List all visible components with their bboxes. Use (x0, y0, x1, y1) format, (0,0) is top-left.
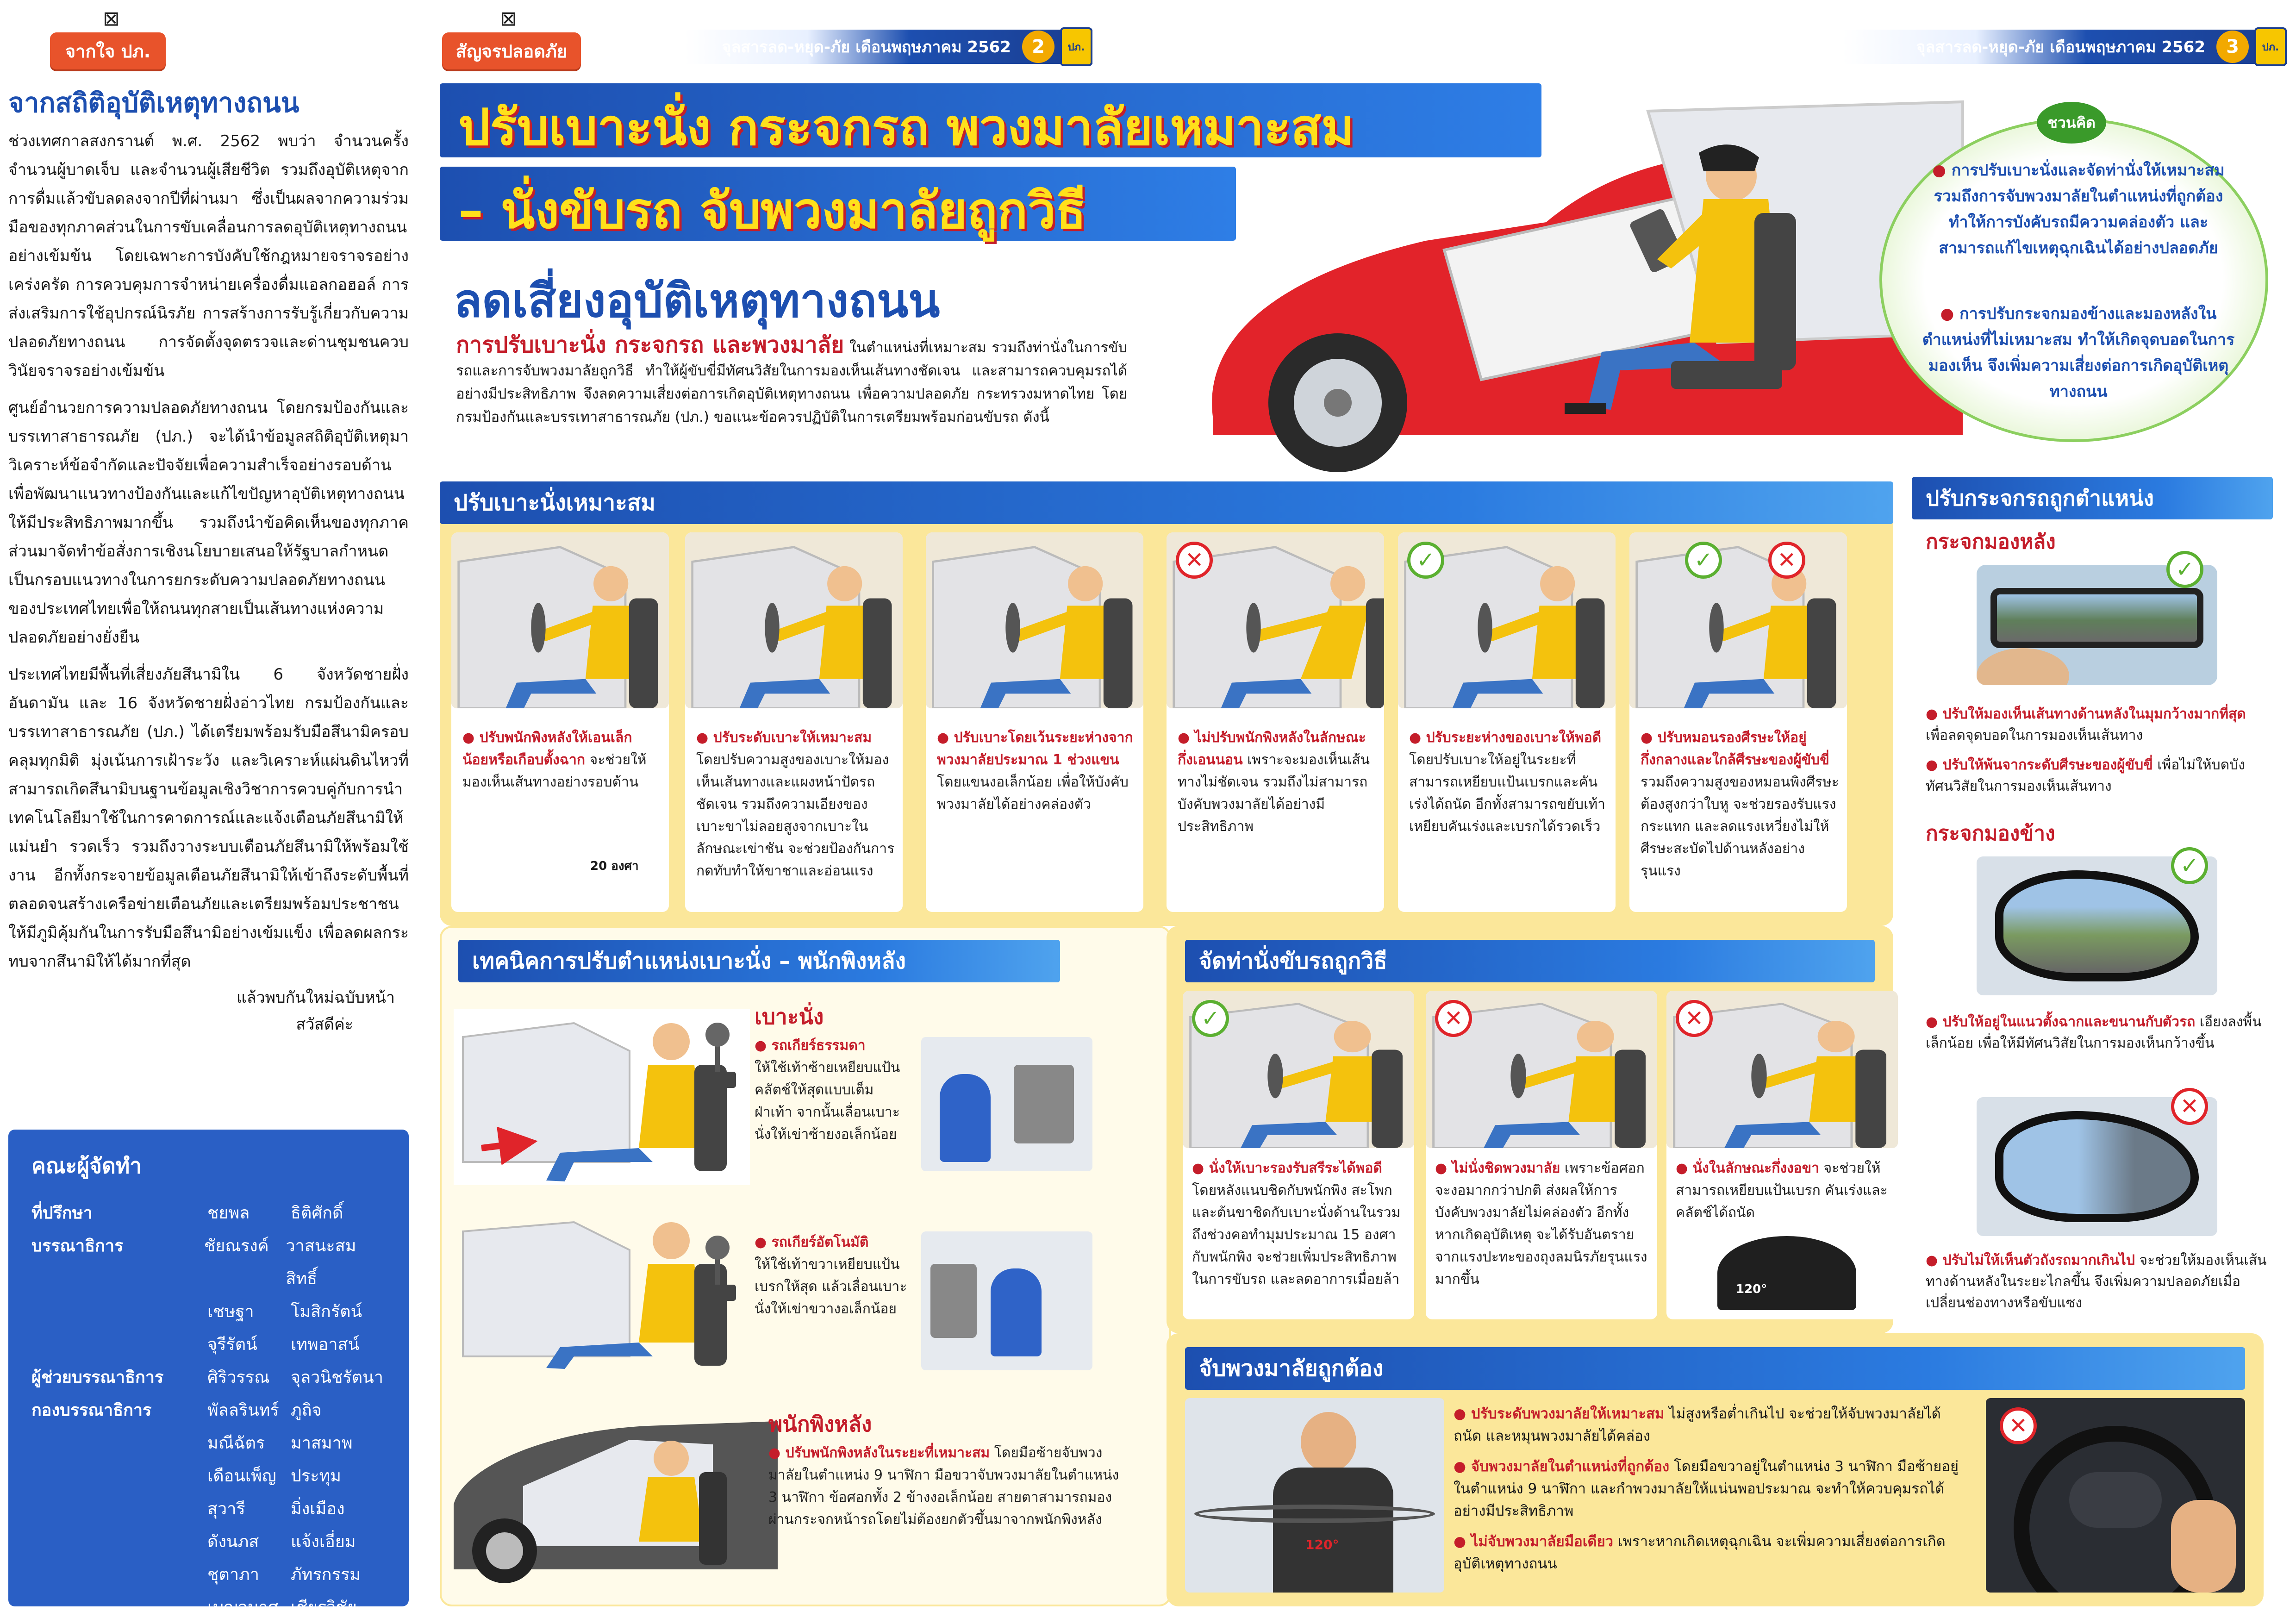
credit-last-name: ภัทรกรรม (291, 1565, 361, 1584)
seat-tip-card (685, 532, 903, 912)
credit-first-name: เชษฐา (207, 1302, 254, 1321)
hero-intro-text: ในตำแหน่งที่เหมาะสม รวมถึงท่านั่งในการขับรถและการจับพวงมาลัยถูกวิธี ทำให้ผู้ขับขี่มีทัศนวิสัยในการมองเห็นเส้นทางชัดเจน และสามารถควบคุมรถได้อย่างมีประสิทธิภาพ จึงลดความเสี่ยงต่อการเกิดอุบัติเหตุทางถนน เพื่อความปลอดภัย กระทรวงมหาดไทย โดยกรมป้องกันและบรรเทาสาธารณภัย (ปภ.) ขอแนะข้อควรปฏิบัติในการเตรียมพร้อมก่อนขับรถ ดังนี้ (456, 339, 1127, 425)
incorrect-icon: ✕ (1176, 542, 1213, 579)
caption-lead: ปรับพนักพิงหลังให้เอนเล็กน้อยหรือเกือบตั้งฉาก (462, 730, 632, 768)
automatic-gear-icon (694, 1231, 741, 1301)
credit-role: ที่ปรึกษา (31, 1204, 93, 1223)
brake-pedal-photo (921, 1231, 1092, 1370)
crop-mark-icon: ⊠ (103, 7, 120, 31)
seat-tip-card (1167, 532, 1384, 912)
ddpm-logo-icon: ปภ. (2254, 27, 2287, 66)
credit-last-name: เชียรวิชัย (291, 1598, 357, 1617)
posture-tip-card (1426, 991, 1657, 1319)
credit-last-name: เทพอาสน์ (291, 1335, 360, 1354)
page-number: 3 (2216, 31, 2249, 63)
ddpm-logo-icon: ปภ. (1060, 27, 1092, 66)
credit-last-name: มิ่งเมือง (291, 1499, 345, 1518)
caption-lead: นั่งในลักษณะกึ่งงอขา (1692, 1160, 1820, 1176)
correct-icon: ✓ (2166, 551, 2203, 588)
clutch-pedal-photo (921, 1037, 1092, 1171)
credit-first-name: ดังนภส (207, 1532, 259, 1551)
incorrect-icon: ✕ (1435, 1000, 1472, 1037)
credit-row (31, 1230, 386, 1295)
posture-tip-caption: ● นั่งในลักษณะกึ่งงอขา จะช่วยให้สามารถเหยียบแป้นเบรก คันเร่งและคลัตช์ได้ถนัด (1676, 1160, 1888, 1221)
wheel-angle-label: 120° (1305, 1537, 1339, 1552)
caption-text: เอียงลงพื้นเล็กน้อย เพื่อให้มีทัศนวิสัยในการมองเห็นกว้างขึ้น (1926, 1014, 2262, 1051)
caption-lead: ปรับให้มองเห็นเส้นทางด้านหลังในมุมกว้างมากที่สุด (1942, 706, 2246, 722)
credit-first-name: ศิริวรรณ (207, 1368, 270, 1387)
posture-tip-caption: ● นั่งให้เบาะรองรับสรีระได้พอดี โดยหลังแนบชิดกับพนักพิง สะโพกและต้นขาชิดกับเบาะนั่งด้านในรวมถึงช่วงคอทำมุมประมาณ 15 องศากับพนักพิง จะช่วยเพิ่มประสิทธิภาพในการขับรถ และลดอาการเมื่อยล้า (1192, 1160, 1401, 1287)
caption-text: จะช่วยให้สามารถเหยียบแป้นเบรก คันเร่งและคลัตช์ได้ถนัด (1676, 1160, 1888, 1221)
seat-tip-card (451, 532, 669, 912)
credit-last-name: จุลวนิชรัตนา (291, 1368, 383, 1387)
credits-title: คณะผู้จัดทำ (31, 1153, 142, 1178)
caption-lead: นั่งให้เบาะรองรับสรีระได้พอดี (1209, 1160, 1382, 1176)
hero-title-line3: ลดเสี่ยงอุบัติเหตุทางถนน (454, 274, 940, 328)
backrest-caption: ● ปรับพนักพิงหลังในระยะที่เหมาะสม โดยมือซ้ายจับพวงมาลัยในตำแหน่ง 9 นาฬิกา มือขวาจับพวงมาลัยในตำแหน่ง 3 นาฬิกา ข้อศอกทั้ง 2 ข้างงอเล็กน้อย สายตาสามารถมองผ่านกระจกหน้ารถโดยไม่ต้องยกตัวขึ้นมาจากพนักพิงหลัง (768, 1445, 1119, 1528)
caption-lead: ปรับพนักพิงหลังในระยะที่เหมาะสม (785, 1445, 990, 1461)
credit-role: กองบรรณาธิการ (31, 1401, 152, 1420)
credit-role (31, 1427, 207, 1460)
caption-text: ให้ใช้เท้าซ้ายเหยียบแป้นคลัตช์ให้สุดแบบเต็มฝ่าเท้า จากนั้นเลื่อนเบาะนั่งให้เข่าซ้ายงอเล็กน้อย (755, 1060, 900, 1143)
tips-badge: ชวนคิด (2037, 102, 2106, 144)
knee-angle-label: 120° (1736, 1282, 1767, 1296)
credit-first-name: มณีฉัตร (207, 1434, 265, 1453)
seat-tip-card (926, 532, 1143, 912)
credit-role: ผู้ช่วยบรรณาธิการ (31, 1368, 164, 1387)
correct-icon: ✓ (1685, 542, 1722, 579)
tip-text: การปรับกระจกมองข้างและมองหลังในตำแหน่งที่ไม่เหมาะสม ทำให้เกิดจุดบอดในการมองเห็น จึงเพิ่มความเสี่ยงต่อการเกิดอุบัติเหตุทางถนน (1922, 305, 2235, 401)
credit-row (31, 1197, 386, 1230)
caption-lead: รถเกียร์อัตโนมัติ (771, 1234, 869, 1250)
credit-last-name: มาสมาพ (291, 1434, 353, 1453)
correct-icon: ✓ (1407, 542, 1444, 579)
driver-seat-illustration (1629, 532, 1847, 708)
credit-first-name: เดือนเพ็ญ (207, 1467, 276, 1486)
side-mirror-heading: กระจกมองข้าง (1926, 822, 2055, 845)
seat-tip-card (1398, 532, 1616, 912)
credit-row (31, 1328, 386, 1361)
credit-first-name: พัลลรินทร์ (207, 1401, 279, 1420)
incorrect-icon: ✕ (2171, 1088, 2208, 1125)
credit-row (31, 1394, 386, 1427)
caption-text: ไม่สูงหรือต่ำเกินไป จะช่วยให้จับพวงมาลัยได้ถนัด และหมุนพวงมาลัยได้คล่อง (1454, 1405, 1941, 1444)
caption-lead: ปรับหมอนรองศีรษะให้อยู่กึ่งกลางและใกล้ศีรษะของผู้ขับขี่ (1641, 730, 1829, 768)
hero-intro (456, 333, 1127, 429)
side-mirror-caption-2: ● ปรับไม่ให้เห็นตัวถังรถมากเกินไป จะช่วยให้มองเห็นเส้นทางด้านหลังในระยะไกลขึ้น จึงเพิ่มความปลอดภัยเมื่อเปลี่ยนช่องทางหรือขับแซง (1926, 1252, 2267, 1311)
wheel-section-title: จับพวงมาลัยถูกต้อง (1185, 1347, 2245, 1390)
credit-role (31, 1525, 207, 1558)
credits-list (31, 1197, 386, 1624)
page-number: 2 (1022, 31, 1054, 63)
caption-lead: ปรับเบาะโดยเว้นระยะห่างจากพวงมาลัยประมาณ 1 ช่วงแขน (937, 730, 1133, 768)
correct-icon: ✓ (2171, 847, 2208, 884)
caption-lead: ปรับไม่ให้เห็นตัวถังรถมากเกินไป (1942, 1252, 2135, 1268)
editorial-column (8, 81, 409, 1038)
posture-tip-card (1666, 991, 1898, 1319)
caption-text: โดยมือขวาอยู่ในตำแหน่ง 3 นาฬิกา มือซ้ายอยู่ในตำแหน่ง 9 นาฬิกา และกำพวงมาลัยให้แน่นพอประมาณ จะทำให้ควบคุมรถได้อย่างมีประสิทธิภาพ (1454, 1458, 1959, 1519)
editorial-paragraph: ศูนย์อำนวยการความปลอดภัยทางถนน โดยกรมป้องกันและบรรเทาสาธารณภัย (ปภ.) จะได้นำข้อมูลสถิติอุบัติเหตุมาวิเคราะห์ข้อจำกัดและปัจจัยเพื่อความสำเร็จอย่างรอบด้าน เพื่อพัฒนาแนวทางป้องกันและแก้ไขปัญหาอุบัติเหตุทางถนนให้มีประสิทธิภาพมากขึ้น รวมถึงนำข้อคิดเห็นของทุกภาคส่วนมาจัดทำข้อสั่งการเชิงนโยบายเสนอให้รัฐบาลกำหนดเป็นกรอบแนวทางในการยกระดับความปลอดภัยทางถนนของประเทศไทยเพื่อให้ถนนทุกสายเป็นเส้นทางแห่งความปลอดภัยอย่างยั่งยืน (8, 399, 409, 647)
credit-first-name: จุรีรัตน์ (207, 1335, 257, 1354)
hero-title-line1: ปรับเบาะนั่ง กระจกรถ พวงมาลัยเหมาะสม (458, 99, 1354, 156)
hero-car-illustration (1185, 83, 1972, 486)
newsletter-title: จุลสารลด-หยุด-ภัย เดือนพฤษภาคม 2562 (722, 38, 1011, 56)
manual-caption: ● รถเกียร์ธรรมดา ให้ใช้เท้าซ้ายเหยียบแป้นคลัตช์ให้สุดแบบเต็มฝ่าเท้า จากนั้นเลื่อนเบาะนั่งให้เข่าซ้ายงอเล็กน้อย (755, 1037, 900, 1143)
driver-seat-illustration (685, 532, 903, 708)
seat-angle-label: 20 องศา (590, 859, 639, 873)
hero-title-line2: – นั่งขับรถ จับพวงมาลัยถูกวิธี (458, 182, 1086, 240)
caption-lead: จับพวงมาลัยในตำแหน่งที่ถูกต้อง (1471, 1458, 1670, 1475)
credit-first-name: ชุตาภา (207, 1565, 259, 1584)
side-mirror-caption-1: ● ปรับให้อยู่ในแนวตั้งฉากและขนานกับตัวรถ เอียงลงพื้นเล็กน้อย เพื่อให้มีทัศนวิสัยในการมองเห็นกว้างขึ้น (1926, 1014, 2262, 1051)
crop-mark-icon: ⊠ (500, 7, 517, 31)
credit-row (31, 1591, 386, 1624)
credit-row (31, 1427, 386, 1460)
auto-caption: ● รถเกียร์อัตโนมัติ ให้ใช้เท้าขวาเหยียบแป้นเบรกให้สุด แล้วเลื่อนเบาะนั่งให้เข่าขวางอเล็กน้อย (755, 1234, 907, 1317)
posture-tip-card (1183, 991, 1414, 1319)
caption-text: โดยมือซ้ายจับพวงมาลัยในตำแหน่ง 9 นาฬิกา มือขวาจับพวงมาลัยในตำแหน่ง 3 นาฬิกา ข้อศอกทั้ง 2 ข้างงอเล็กน้อย สายตาสามารถมองผ่านกระจกหน้ารถโดยไม่ต้องยกตัวขึ้นมาจากพนักพิงหลัง (768, 1445, 1119, 1528)
credit-last-name: ภูถิจ (291, 1401, 322, 1420)
caption-lead: ปรับให้อยู่ในแนวตั้งฉากและขนานกับตัวรถ (1942, 1014, 2196, 1030)
credit-row (31, 1361, 386, 1394)
backrest-illustration (454, 1393, 778, 1588)
caption-lead: ไม่ปรับพนักพิงหลังในลักษณะกึ่งเอนนอน (1178, 730, 1366, 768)
caption-text: จะช่วยให้มองเห็นเส้นทางด้านหลังในระยะไกลขึ้น จึงเพิ่มความปลอดภัยเมื่อเปลี่ยนช่องทางหรือขับแซง (1926, 1252, 2267, 1311)
credit-last-name: โมสิกรัตน์ (291, 1302, 362, 1321)
caption-text: เพราะหากเกิดเหตุฉุกเฉิน จะเพิ่มความเสี่ยงต่อการเกิดอุบัติเหตุทางถนน (1454, 1533, 1946, 1572)
wheel-tip-caption: ● จับพวงมาลัยในตำแหน่งที่ถูกต้อง โดยมือขวาอยู่ในตำแหน่ง 3 นาฬิกา มือซ้ายอยู่ในตำแหน่ง 9 นาฬิกา และกำพวงมาลัยให้แน่นพอประมาณ จะทำให้ควบคุมรถได้อย่างมีประสิทธิภาพ (1454, 1458, 1959, 1519)
newsletter-title: จุลสารลด-หยุด-ภัย เดือนพฤษภาคม 2562 (1916, 38, 2205, 56)
credit-role (31, 1493, 207, 1525)
credit-last-name: ประทุม (291, 1467, 341, 1486)
caption-lead: ไม่จับพวงมาลัยมือเดียว (1471, 1533, 1614, 1550)
closing-line: แล้วพบกันใหม่ฉบับหน้า (236, 988, 395, 1007)
hero-intro-lead: การปรับเบาะนั่ง กระจกรถ และพวงมาลัย (456, 332, 844, 358)
caption-lead: ปรับให้พ้นจากระดับศีรษะของผู้ขับขี่ (1942, 757, 2153, 773)
driver-seat-illustration (926, 532, 1143, 708)
caption-lead: รถเกียร์ธรรมดา (771, 1037, 866, 1054)
wheel-captions (1454, 1403, 1963, 1583)
rear-mirror-heading: กระจกมองหลัง (1926, 530, 2056, 554)
credit-role: บรรณาธิการ (31, 1237, 124, 1255)
incorrect-icon: ✕ (1676, 1000, 1713, 1037)
rear-mirror-caption-2: ● ปรับให้พ้นจากระดับศีรษะของผู้ขับขี่ เพื่อไม่ให้บดบังทัศนวิสัยในการมองเห็นเส้นทาง (1926, 757, 2245, 794)
rear-mirror-caption-1: ● ปรับให้มองเห็นเส้นทางด้านหลังในมุมกว้างมากที่สุด เพื่อลดจุดบอดในการมองเห็นเส้นทาง (1926, 706, 2246, 743)
backrest-subhead: พนักพิงหลัง (768, 1412, 872, 1437)
seat-tip-caption: ● ปรับพนักพิงหลังให้เอนเล็กน้อยหรือเกือบตั้งฉาก จะช่วยให้มองเห็นเส้นทางอย่างรอบด้าน (462, 730, 647, 790)
seat-subhead: เบาะนั่ง (755, 1004, 824, 1029)
caption-lead: ปรับระยะห่างของเบาะให้พอดี (1426, 730, 1602, 746)
seat-tip-caption: ● ปรับระดับเบาะให้เหมาะสม โดยปรับความสูงของเบาะให้มองเห็นเส้นทางและแผงหน้าปัดรถชัดเจน รวมถึงความเอียงของเบาะขาไม่ลอยสูงจากเบาะในลักษณะเข่าชัน จะช่วยป้องกันการกดทับทำให้ขาชาและอ่อนแรง (696, 730, 895, 879)
seat-tip-caption: ● ปรับระยะห่างของเบาะให้พอดี โดยปรับเบาะให้อยู่ในระยะที่สามารถเหยียบแป้นเบรกและคันเร่งได้ถนัด อีกทั้งสามารถขยับเท้าเหยียบคันเร่งและเบรกได้รวดเร็ว (1409, 730, 1605, 835)
tips-text-1: ● การปรับเบาะนั่งและจัดท่านั่งให้เหมาะสม รวมถึงการจับพวงมาลัยในตำแหน่งที่ถูกต้อง ทำให้การบังคับรถมีความคล่องตัว และสามารถแก้ไขเหตุฉุกเฉินได้อย่างปลอดภัย (1932, 161, 2225, 257)
credit-row (31, 1558, 386, 1591)
seat-tip-card (1629, 532, 1847, 912)
technique-section-title: เทคนิคการปรับตำแหน่งเบาะนั่ง – พนักพิงหลัง (458, 940, 1060, 982)
wheel-grip-photo (1185, 1398, 1444, 1593)
knee-angle-photo (1717, 1236, 1856, 1310)
caption-text: เพื่อลดจุดบอดในการมองเห็นเส้นทาง (1926, 727, 2143, 743)
editorial-paragraph: ประเทศไทยมีพื้นที่เสี่ยงภัยสึนามิใน 6 จังหวัดชายฝั่งอันดามัน และ 16 จังหวัดชายฝั่งอ่าวไทย กรมป้องกันและบรรเทาสาธารณภัย (ปภ.) ได้เตรียมพร้อมรับมือสึนามิครอบคลุมทุกมิติ มุ่งเน้นการเฝ้าระวัง และวิเคราะห์แผ่นดินไหวที่สามารถเกิดสึนามิบนฐานข้อมูลเชิงวิชาการควบคู่กับการนำเทคโนโลยีมาใช้ในการคาดการณ์และแจ้งเตือนภัยสึนามิให้แม่นยำ รวดเร็ว รวมถึงวางระบบเตือนภัยสึนามิให้พร้อมใช้งาน อีกทั้งกระจายข้อมูลเตือนภัยสึนามิให้เข้าถึงระดับพื้นที่ ตลอดจนสร้างเครือข่ายเตือนภัยและเตรียมพร้อมประชาชนให้มีภูมิคุ้มกันในการรับมือสึนามิอย่างเข้มแข็ง เพื่อลดผลกระทบจากสึนามิให้ได้มากที่สุด (8, 665, 409, 971)
credit-row (31, 1493, 386, 1525)
credit-last-name: วาสนะสมสิทธิ์ (286, 1237, 356, 1288)
caption-text: เพราะจะมองเห็นเส้นทางไม่ชัดเจน รวมถึงไม่สามารถบังคับพวงมาลัยได้อย่างมีประสิทธิภาพ (1178, 752, 1370, 835)
credit-first-name: เบญจมาศ (207, 1598, 279, 1617)
caption-text: ให้ใช้เท้าขวาเหยียบแป้นเบรกให้สุด แล้วเลื่อนเบาะนั่งให้เข่าขวางอเล็กน้อย (755, 1256, 907, 1317)
caption-text: เพราะข้อศอกจะงอมากกว่าปกติ ส่งผลให้การบังคับพวงมาลัยไม่คล่องตัว อีกทั้งหากเกิดอุบัติเหตุ จะได้รับอันตรายจากแรงปะทะของถุงลมนิรภัยรุนแรงมากขึ้น (1435, 1160, 1647, 1287)
caption-text: โดยหลังแนบชิดกับพนักพิง สะโพกและต้นขาชิดกับเบาะนั่งด้านในรวมถึงช่วงคอทำมุมประมาณ 15 องศากับพนักพิง จะช่วยเพิ่มประสิทธิภาพในการขับรถ และลดอาการเมื่อยล้า (1192, 1182, 1401, 1287)
wheel-tip-caption: ● ไม่จับพวงมาลัยมือเดียว เพราะหากเกิดเหตุฉุกเฉิน จะเพิ่มความเสี่ยงต่อการเกิดอุบัติเหตุทางถนน (1454, 1533, 1946, 1572)
caption-text: รวมถึงความสูงของหมอนพิงศีรษะต้องสูงกว่าใบหู จะช่วยรองรับแรงกระแทก และลดแรงเหวี่ยงไม่ให้ศีรษะสะบัดไปด้านหลังอย่างรุนแรง (1641, 774, 1839, 879)
caption-text: โดยปรับความสูงของเบาะให้มองเห็นเส้นทางและแผงหน้าปัดรถชัดเจน รวมถึงความเอียงของเบาะขาไม่ลอยสูงจากเบาะในลักษณะเข่าชัน จะช่วยป้องกันการกดทับทำให้ขาชาและอ่อนแรง (696, 752, 895, 879)
wheel-tip-caption: ● ปรับระดับพวงมาลัยให้เหมาะสม ไม่สูงหรือต่ำเกินไป จะช่วยให้จับพวงมาลัยได้ถนัด และหมุนพวงมาลัยได้คล่อง (1454, 1405, 1941, 1444)
mirror-section-title: ปรับกระจกรถถูกตำแหน่ง (1912, 477, 2273, 519)
editorial-paragraph: ช่วงเทศกาลสงกรานต์ พ.ศ. 2562 พบว่า จำนวนครั้ง จำนวนผู้บาดเจ็บ และจำนวนผู้เสียชีวิต รวมถึงอุบัติเหตุจากการดื่มแล้วขับลดลงจากปีที่ผ่านมา ซึ่งเป็นผลจากความร่วมมือของทุกภาคส่วนในการขับเคลื่อนการลดอุบัติเหตุทางถนนอย่างเข้มข้น โดยเฉพาะการบังคับใช้กฎหมายจราจรอย่างเคร่งครัด การควบคุมการจำหน่ายเครื่องดื่มแอลกอฮอล์ การส่งเสริมการใช้อุปกรณ์นิรภัย การสร้างการรับรู้เกี่ยวกับความปลอดภัยทางถนน การจัดตั้งจุดตรวจและด่านชุมชนควบวินัยจราจรอย่างเข้มข้น (8, 132, 409, 380)
credit-row (31, 1460, 386, 1493)
caption-text: โดยแขนงอเล็กน้อย เพื่อให้บังคับพวงมาลัยได้อย่างคล่องตัว (937, 774, 1129, 812)
caption-lead: ปรับระดับเบาะให้เหมาะสม (713, 730, 872, 746)
credit-first-name: ชยพล (207, 1204, 250, 1223)
incorrect-icon: ✕ (1768, 542, 1805, 579)
section-tab-road-safety: สัญจรปลอดภัย (442, 32, 581, 69)
credit-role (31, 1295, 207, 1328)
closing (8, 984, 395, 1038)
posture-section-title: จัดท่านั่งขับรถถูกวิธี (1185, 940, 1875, 982)
credit-role (31, 1328, 207, 1361)
caption-text: จะช่วยให้มองเห็นเส้นทางอย่างรอบด้าน (462, 752, 647, 790)
seat-section-title: ปรับเบาะนั่งเหมาะสม (440, 481, 1893, 524)
seat-tip-caption: ● ไม่ปรับพนักพิงหลังในลักษณะกึ่งเอนนอน เพราะจะมองเห็นเส้นทางไม่ชัดเจน รวมถึงไม่สามารถบังคับพวงมาลัยได้อย่างมีประสิทธิภาพ (1178, 730, 1370, 835)
seat-tip-caption: ● ปรับหมอนรองศีรษะให้อยู่กึ่งกลางและใกล้ศีรษะของผู้ขับขี่ รวมถึงความสูงของหมอนพิงศีรษะต้องสูงกว่าใบหู จะช่วยรองรับแรงกระแทก และลดแรงเหวี่ยงไม่ให้ศีรษะสะบัดไปด้านหลังอย่างรุนแรง (1641, 730, 1839, 879)
credit-row (31, 1525, 386, 1558)
driver-seat-illustration (451, 532, 669, 708)
caption-lead: ปรับระดับพวงมาลัยให้เหมาะสม (1471, 1405, 1665, 1422)
seat-tip-caption: ● ปรับเบาะโดยเว้นระยะห่างจากพวงมาลัยประมาณ 1 ช่วงแขน โดยแขนงอเล็กน้อย เพื่อให้บังคับพวงมาลัยได้อย่างคล่องตัว (937, 730, 1133, 812)
posture-tip-caption: ● ไม่นั่งชิดพวงมาลัย เพราะข้อศอกจะงอมากกว่าปกติ ส่งผลให้การบังคับพวงมาลัยไม่คล่องตัว อีกทั้งหากเกิดอุบัติเหตุ จะได้รับอันตรายจากแรงปะทะของถุงลมนิรภัยรุนแรงมากขึ้น (1435, 1160, 1647, 1287)
editorial-title: จากสถิติอุบัติเหตุทางถนน (8, 87, 299, 119)
tips-text-2: ● การปรับกระจกมองข้างและมองหลังในตำแหน่งที่ไม่เหมาะสม ทำให้เกิดจุดบอดในการมองเห็น จึงเพิ่มความเสี่ยงต่อการเกิดอุบัติเหตุทางถนน (1922, 305, 2235, 401)
credit-last-name: ธิติศักดิ์ (291, 1204, 343, 1223)
credit-first-name: ชัยณรงค์ (204, 1237, 269, 1255)
correct-icon: ✓ (1192, 1000, 1229, 1037)
caption-text: เพื่อไม่ให้บดบังทัศนวิสัยในการมองเห็นเส้นทาง (1926, 757, 2245, 794)
page-header-2 (685, 30, 1092, 64)
tip-text: การปรับเบาะนั่งและจัดท่านั่งให้เหมาะสม รวมถึงการจับพวงมาลัยในตำแหน่งที่ถูกต้อง ทำให้การบังคับรถมีความคล่องตัว และสามารถแก้ไขเหตุฉุกเฉินได้อย่างปลอดภัย (1934, 161, 2225, 257)
credits-box (8, 1130, 409, 1617)
incorrect-icon: ✕ (2000, 1407, 2037, 1444)
credit-row (31, 1295, 386, 1328)
caption-text: โดยปรับเบาะให้อยู่ในระยะที่สามารถเหยียบแป้นเบรกและคันเร่งได้ถนัด อีกทั้งสามารถขยับเท้าเหยียบคันเร่งและเบรกได้รวดเร็ว (1409, 752, 1605, 835)
credit-role (31, 1558, 207, 1591)
credit-role (31, 1460, 207, 1493)
closing-line: สวัสดีค่ะ (296, 1015, 353, 1034)
section-tab-editorial: จากใจ ปภ. (50, 32, 166, 69)
credit-last-name: แจ้งเอี่ยม (291, 1532, 356, 1551)
manual-gear-icon (694, 1018, 741, 1088)
credit-first-name: สุวารี (207, 1499, 245, 1518)
caption-lead: ไม่นั่งชิดพวงมาลัย (1452, 1160, 1560, 1176)
page-header-3 (1842, 30, 2287, 64)
credit-role (31, 1591, 207, 1624)
